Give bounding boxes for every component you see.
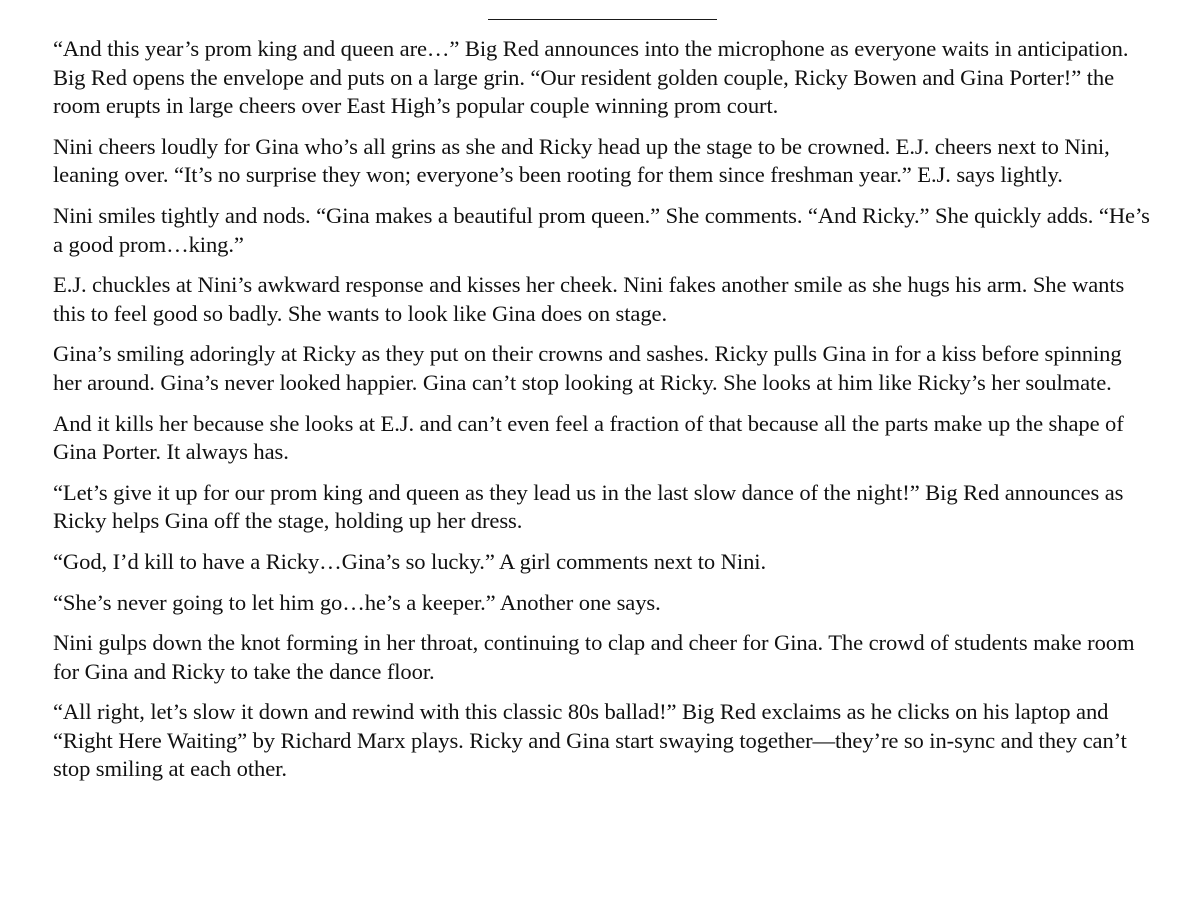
paragraph: Nini smiles tightly and nods. “Gina makes a beautiful prom queen.” She comments. “And Ricky.” She quickly adds. “He’s a good prom…king.”: [53, 202, 1150, 257]
paragraph: “And this year’s prom king and queen are…” Big Red announces into the microphone as everyone waits in anticipation. Big Red opens the envelope and puts on a large grin. “Our resident golden couple, Ricky Bowen and Gina Porter!” the room erupts in large cheers over East High’s popular couple winning prom court.: [53, 36, 1129, 119]
paragraph: “God, I’d kill to have a Ricky…Gina’s so lucky.” A girl comments next to Nini.: [53, 548, 766, 574]
paragraph: “She’s never going to let him go…he’s a keeper.” Another one says.: [53, 589, 661, 615]
paragraph: E.J. chuckles at Nini’s awkward response and kisses her cheek. Nini fakes another smile as she hugs his arm. She wants this to feel good so badly. She wants to look like Gina does on stage.: [53, 272, 1125, 326]
paragraph: Nini gulps down the knot forming in her throat, continuing to clap and cheer for Gina. The crowd of students make room for Gina and Ricky to take the dance floor.: [53, 630, 1135, 684]
paragraph: And it kills her because she looks at E.J. and can’t even feel a fraction of that because all the parts make up the shape of Gina Porter. It always has.: [53, 410, 1124, 465]
paragraph: Nini cheers loudly for Gina who’s all grins as she and Ricky head up the stage to be crowned. E.J. cheers next to Nini, leaning over. “It’s no surprise they won; everyone’s been rooting for them since freshman year.” E.J. says lightly.: [53, 133, 1110, 188]
paragraph: “All right, let’s slow it down and rewind with this classic 80s ballad!” Big Red exclaims as he clicks on his laptop and “Right Here Waiting” by Richard Marx plays. Ricky and Gina start swaying together—they’re so in-sync and they can’t stop smiling at each other.: [53, 699, 1127, 782]
section-divider: [488, 19, 717, 20]
paragraph: Gina’s smiling adoringly at Ricky as they put on their crowns and sashes. Ricky pulls Gina in for a kiss before spinning her around. Gina’s never looked happier. Gina can’t stop looking at Ricky. She looks at him like Ricky’s her soulmate.: [53, 341, 1122, 395]
paragraph: “Let’s give it up for our prom king and queen as they lead us in the last slow dance of the night!” Big Red announces as Ricky helps Gina off the stage, holding up her dress.: [53, 479, 1124, 534]
story-text: [53, 35, 1153, 796]
